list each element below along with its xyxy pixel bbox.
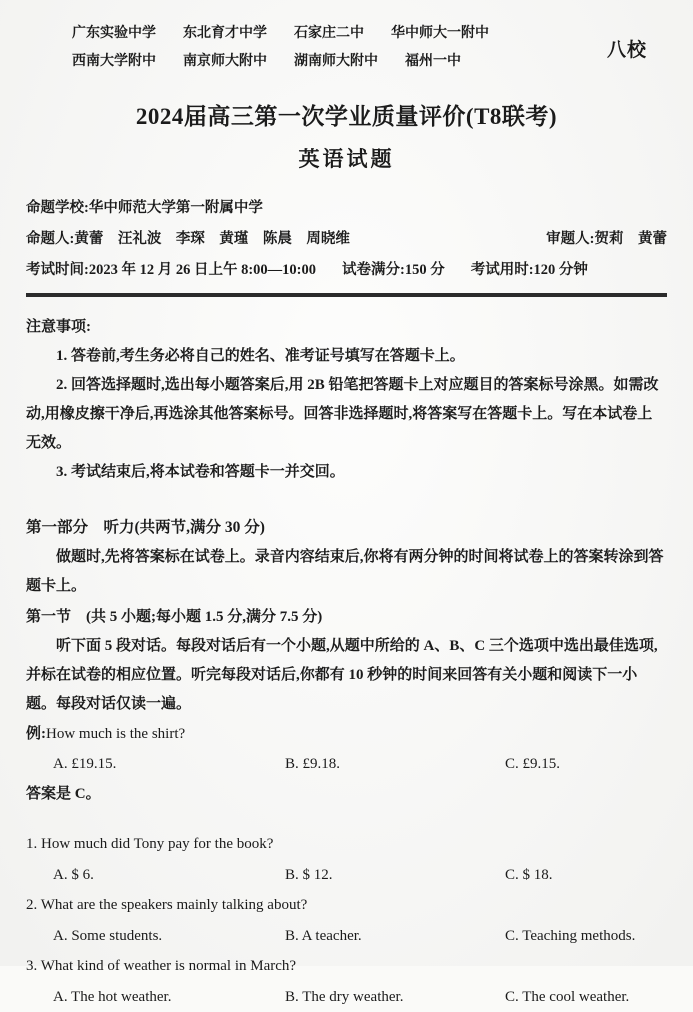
school-name: 东北育才中学 [183,26,267,41]
question-1-options [53,860,667,890]
question-1: 1. How much did Tony pay for the book? [26,836,274,852]
questions-block [26,829,667,1012]
exam-time: 考试时间:2023 年 12 月 26 日上午 8:00—10:00 [26,262,316,278]
question-3: 3. What kind of weather is normal in March? [26,958,297,974]
question-3-options [53,982,667,1012]
schools-group-label: 八校 [606,39,647,61]
duration: 考试用时:120 分钟 [470,262,588,278]
divider-double-rule [26,293,667,297]
option-a: A. Some students. [53,928,163,944]
school-name: 南京师大附中 [183,54,267,69]
example-text: How much is the shirt? [46,726,186,742]
notice-section [26,313,667,487]
school-name: 福州一中 [405,54,461,69]
option-c: C. $ 18. [505,867,553,883]
school-name: 湖南师大附中 [294,54,378,69]
option-c: C. £9.15. [505,756,561,772]
section1-intro: 听下面 5 段对话。每段对话后有一个小题,从题中所给的 A、B、C 三个选项中选出最佳选项,并标在试卷的相应位置。听完每段对话后,你都有 10 秒钟的时间来回答有关小题和阅读下一小题。每段对话仅读一遍。 [26,638,658,712]
question-2-options [53,921,667,951]
part1-section [26,513,667,1012]
section1-label: 第一节 [26,609,72,625]
section1-heading [26,602,667,632]
schools-header [26,16,667,76]
option-b: B. The dry weather. [285,989,404,1005]
option-b: B. £9.18. [285,756,341,772]
school-name: 石家庄二中 [294,26,364,41]
school-name: 华中师大一附中 [391,26,489,41]
option-c: C. Teaching methods. [505,928,636,944]
option-b: B. $ 12. [285,867,333,883]
reviewers: 审题人:贺莉 黄蕾 [546,231,667,247]
exam-title: 2024届高三第一次学业质量评价(T8联考) [135,104,558,129]
setters-reviewers-line [26,224,667,255]
option-a: A. £19.15. [53,756,117,772]
part1-intro: 做题时,先将答案标在试卷上。录音内容结束后,你将有两分钟的时间将试卷上的答案转涂到答题卡上。 [26,549,664,594]
notice-item: 3. 考试结束后,将本试卷和答题卡一并交回。 [56,464,345,480]
schools-row-1 [72,20,601,48]
school-name: 西南大学附中 [72,54,156,69]
option-b: B. A teacher. [285,928,362,944]
exam-meta [26,193,667,286]
part1-heading: 第一部分 听力(共两节,满分 30 分) [26,519,265,536]
setter-school-line: 命题学校:华中师范大学第一附属中学 [26,200,263,216]
exam-subject-title: 英语试题 [298,147,395,171]
setters: 命题人:黄蕾 汪礼波 李琛 黄瑾 陈晨 周晓维 [26,231,350,247]
notice-item: 2. 回答选择题时,选出每小题答案后,用 2B 铅笔把答题卡上对应题目的答案标号涂黑。如需改动,用橡皮擦干净后,再选涂其他答案标号。回答非选择题时,将答案写在答题卡上。写在本试卷上无效。 [26,377,659,451]
schools-row-2 [72,48,601,76]
notice-item: 1. 答卷前,考生务必将自己的姓名、准考证号填写在答题卡上。 [56,348,465,364]
full-score: 试卷满分:150 分 [342,262,445,278]
schools-list [72,20,601,76]
example-label: 例: [26,726,46,742]
option-c: C. The cool weather. [505,989,630,1005]
example-question [26,720,667,749]
notice-heading: 注意事项: [26,319,91,335]
time-score-line [26,255,667,286]
option-a: A. $ 6. [53,867,94,883]
example-answer: 答案是 C。 [26,786,101,802]
school-name: 广东实验中学 [72,26,156,41]
section1-info: (共 5 小题;每小题 1.5 分,满分 7.5 分) [71,609,323,625]
option-a: A. The hot weather. [53,989,172,1005]
example-options-row [53,749,667,779]
question-2: 2. What are the speakers mainly talking about? [26,897,308,913]
